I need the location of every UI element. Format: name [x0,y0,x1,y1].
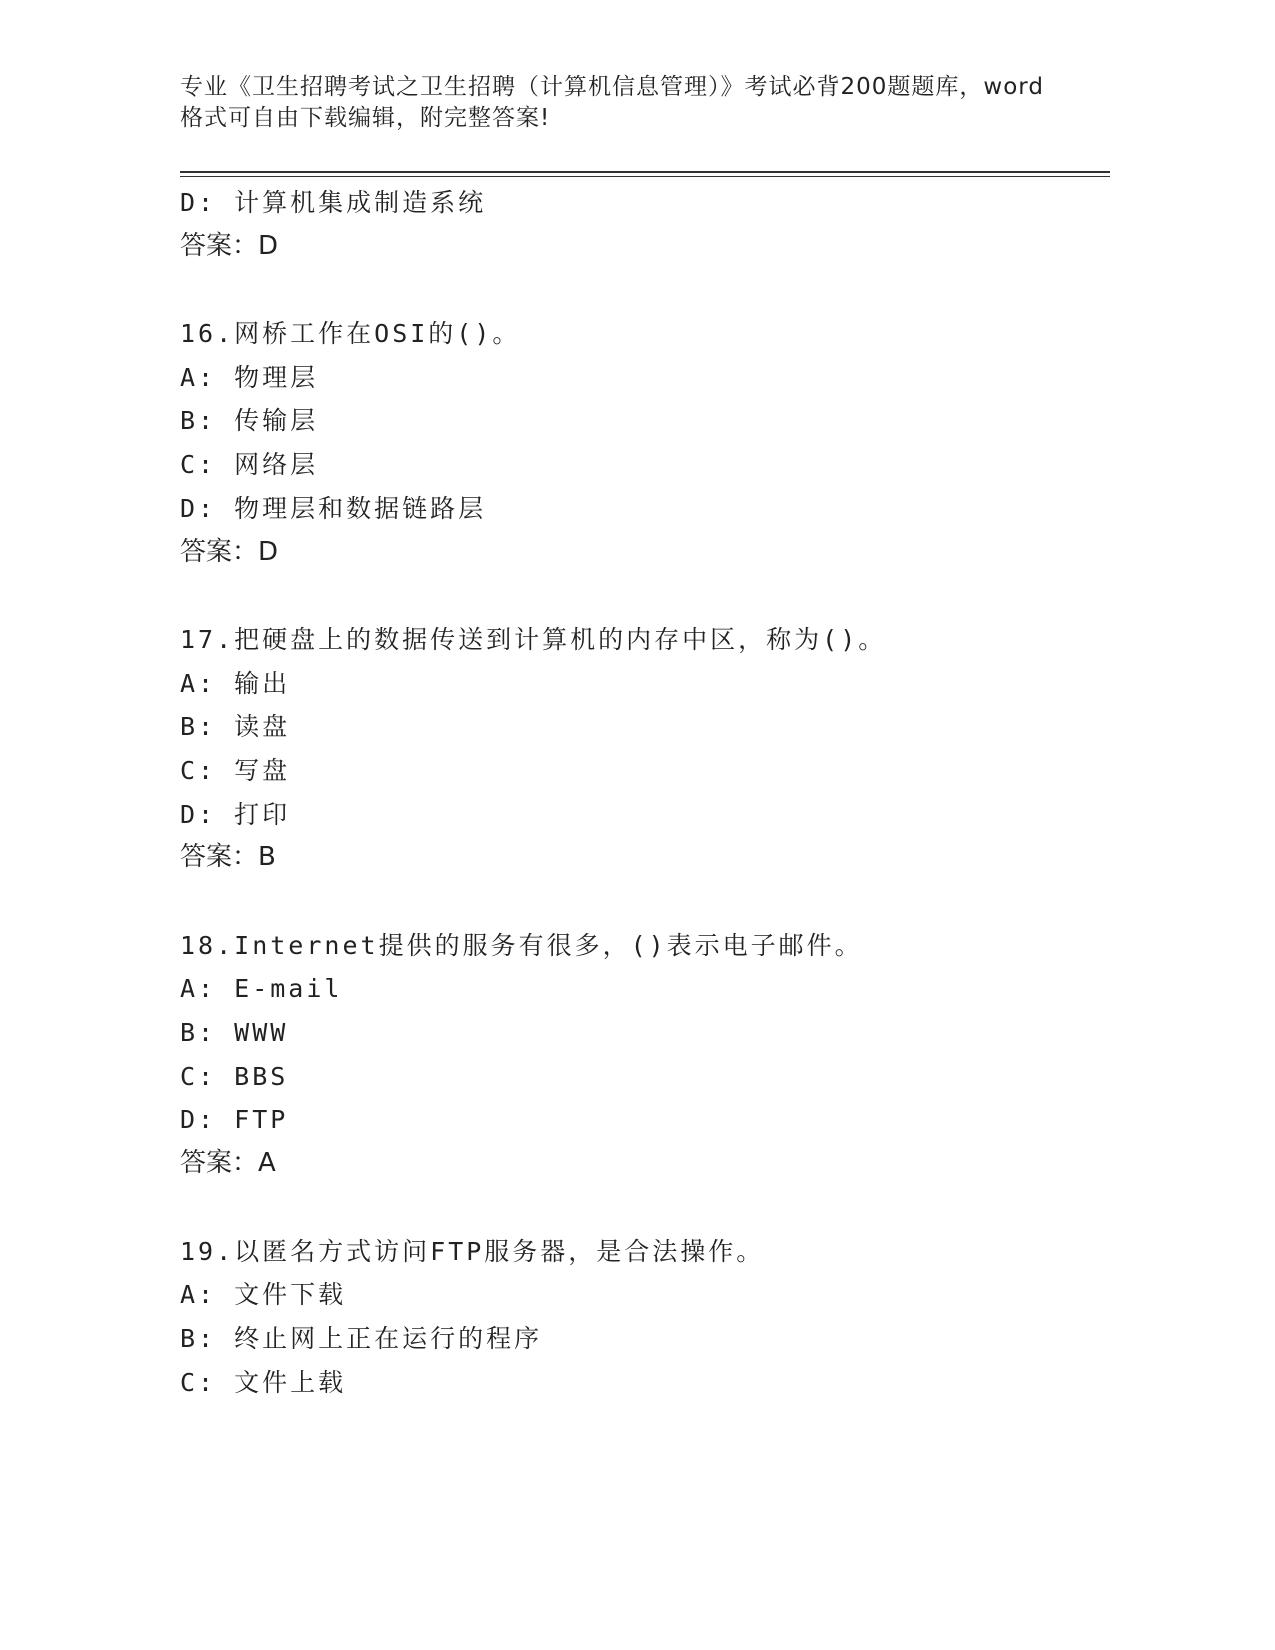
option-b: B: 终止网上正在运行的程序 [180,1323,543,1353]
question-15-tail [180,181,1110,268]
spacer [180,1186,1110,1230]
spacer [180,574,1110,618]
answer-line: 答案：A [180,1148,276,1179]
option-d: D: 计算机集成制造系统 [180,188,487,217]
spacer [180,268,1110,312]
option-c: C: 文件上载 [180,1367,347,1397]
option-a: A: E-mail [180,974,343,1004]
document-header: 专业《卫生招聘考试之卫生招聘（计算机信息管理）》考试必背200题题库，word格式可自由下载编辑，附完整答案! [180,74,1044,131]
option-d: D: 打印 [180,799,291,829]
answer-line: 答案：B [180,842,276,873]
question-list [180,181,1110,1404]
option-a: A: 输出 [180,668,291,698]
question-17 [180,618,1110,880]
question-stem: 16.网桥工作在OSI的()。 [180,319,521,349]
question-18 [180,924,1110,1186]
header-divider-thin [180,176,1110,177]
question-16 [180,312,1110,574]
option-b: B: 传输层 [180,406,319,436]
option-c: C: BBS [180,1061,289,1091]
option-a: A: 物理层 [180,362,319,392]
spacer [180,880,1110,924]
option-c: C: 写盘 [180,755,291,785]
option-b: B: 读盘 [180,712,291,742]
question-stem: 19.以匿名方式访问FTP服务器，是合法操作。 [180,1236,765,1266]
answer-line: 答案：D [180,230,279,261]
question-19 [180,1230,1110,1405]
option-d: D: FTP [180,1105,289,1135]
question-stem: 18.Internet提供的服务有很多，()表示电子邮件。 [180,930,863,960]
option-c: C: 网络层 [180,450,319,480]
option-b: B: WWW [180,1018,289,1048]
question-stem: 17.把硬盘上的数据传送到计算机的内存中区，称为()。 [180,624,887,654]
option-d: D: 物理层和数据链路层 [180,493,487,523]
header-divider-thick [180,171,1110,173]
option-a: A: 文件下载 [180,1280,347,1310]
answer-line: 答案：D [180,536,279,567]
